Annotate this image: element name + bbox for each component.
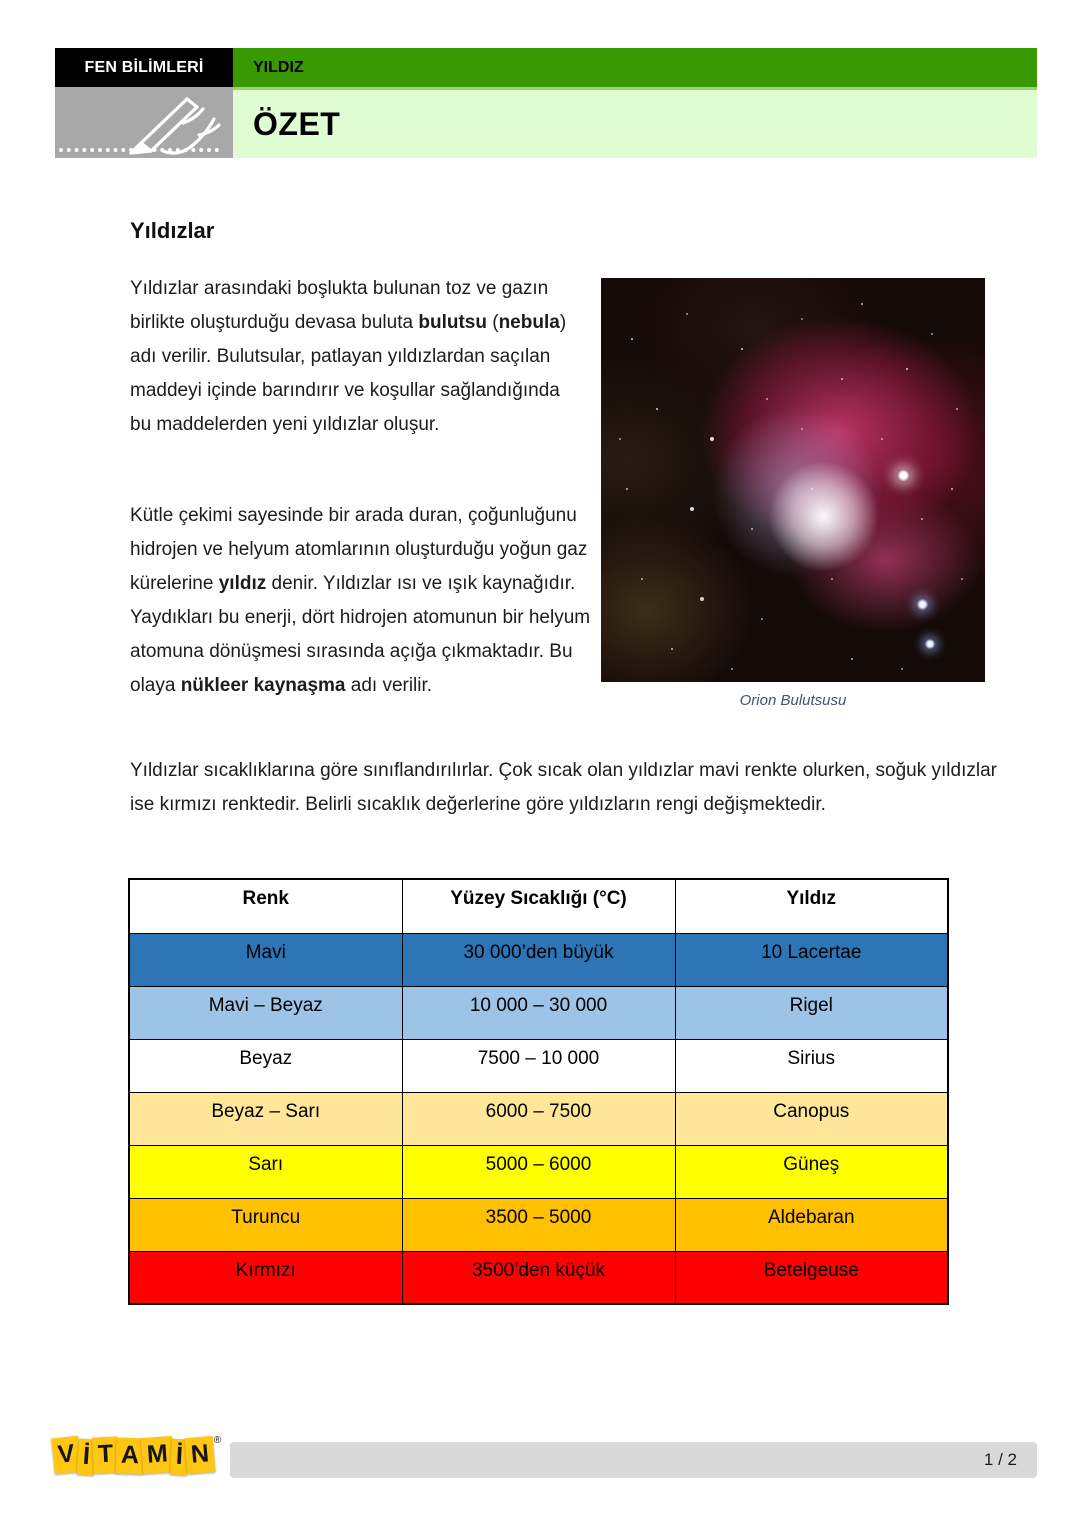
bright-star-decoration (897, 469, 910, 482)
cell-star: Sirius (675, 1039, 948, 1092)
blue-star-decoration (917, 599, 928, 610)
table-row (129, 1198, 948, 1251)
cell-temperature: 10 000 – 30 000 (402, 986, 675, 1039)
logo-letter: A (115, 1438, 144, 1475)
registered-trademark-icon: ® (213, 1435, 222, 1446)
nebula-image (601, 278, 985, 682)
footer-bar (230, 1442, 1037, 1478)
table-row (129, 1145, 948, 1198)
cell-star: Canopus (675, 1092, 948, 1145)
cell-renk: Beyaz – Sarı (129, 1092, 402, 1145)
cell-star: Güneş (675, 1145, 948, 1198)
cell-renk: Turuncu (129, 1198, 402, 1251)
table-row (129, 1251, 948, 1304)
cell-temperature: 6000 – 7500 (402, 1092, 675, 1145)
logo-letter: V (51, 1436, 81, 1475)
cell-star: Rigel (675, 986, 948, 1039)
logo-letter: İ (76, 1438, 95, 1475)
logo-letter: İ (170, 1439, 189, 1476)
table-header-temperature: Yüzey Sıcaklığı (°C) (402, 879, 675, 933)
cell-star: 10 Lacertae (675, 933, 948, 986)
table-header-star: Yıldız (675, 879, 948, 933)
page-title: Yıldızlar (130, 218, 215, 243)
cell-star: Betelgeuse (675, 1251, 948, 1304)
blue-star-decoration (925, 639, 935, 649)
vitamin-logo (53, 1437, 221, 1473)
cell-renk: Mavi – Beyaz (129, 986, 402, 1039)
cell-temperature: 5000 – 6000 (402, 1145, 675, 1198)
table-row (129, 1092, 948, 1145)
star-color-table (128, 878, 949, 1305)
table-header-renk: Renk (129, 879, 402, 933)
logo-letter: T (92, 1436, 119, 1473)
paragraph-classification: Yıldızlar sıcaklıklarına göre sınıflandırılırlar. Çok sıcak olan yıldızlar mavi renkte olurken, soğuk yıldızlar ise kırmızı renktedir. Belirli sıcaklık değerlerine göre yıldızların rengi değişmektedir. (130, 760, 997, 815)
topic-label: YILDIZ (253, 58, 304, 76)
logo-letter: N (184, 1436, 215, 1474)
table-row (129, 933, 948, 986)
paragraph-nebula: Yıldızlar arasındaki boşlukta bulunan toz ve gazın birlikte oluşturduğu devasa buluta bulutsu (nebula) adı verilir. Bulutsular, patlayan yıldızlardan saçılan maddeyi içinde barındırır ve koşullar sağlandığında bu maddelerden yeni yıldızlar oluşur. (130, 278, 567, 435)
cell-star: Aldebaran (675, 1198, 948, 1251)
cell-temperature: 30 000’den büyük (402, 933, 675, 986)
doc-type-icon-box (55, 87, 233, 158)
cell-temperature: 3500’den küçük (402, 1251, 675, 1304)
dotted-line-decoration (59, 148, 219, 152)
doc-type-label: ÖZET (253, 105, 341, 142)
table-row (129, 1039, 948, 1092)
cell-renk: Mavi (129, 933, 402, 986)
page-number: 1 / 2 (983, 1450, 1017, 1469)
cell-renk: Sarı (129, 1145, 402, 1198)
cell-temperature: 3500 – 5000 (402, 1198, 675, 1251)
cell-renk: Beyaz (129, 1039, 402, 1092)
starfield-decoration (601, 278, 603, 280)
table-row (129, 986, 948, 1039)
paragraph-star-definition: Kütle çekimi sayesinde bir arada duran, çoğunluğunu hidrojen ve helyum atomlarının oluşturduğu yoğun gaz kürelerine yıldız denir. Yıldızlar ısı ve ışık kaynağıdır. Yaydıkları bu enerji, dört hidrojen atomunun bir helyum atomuna dönüşmesi sırasında açığa çıkmaktadır. Bu olaya nükleer kaynaşma adı verilir. (130, 505, 591, 696)
topic-banner (233, 48, 1037, 87)
table-header-row (129, 879, 948, 933)
logo-letter: M (141, 1436, 174, 1474)
doc-type-banner (233, 87, 1037, 158)
cell-temperature: 7500 – 10 000 (402, 1039, 675, 1092)
cell-renk: Kırmızı (129, 1251, 402, 1304)
figure-caption: Orion Bulutsusu (739, 692, 847, 709)
subject-banner (55, 48, 233, 87)
pencil-icon (111, 91, 231, 155)
subject-label: FEN BİLİMLERİ (84, 58, 204, 76)
